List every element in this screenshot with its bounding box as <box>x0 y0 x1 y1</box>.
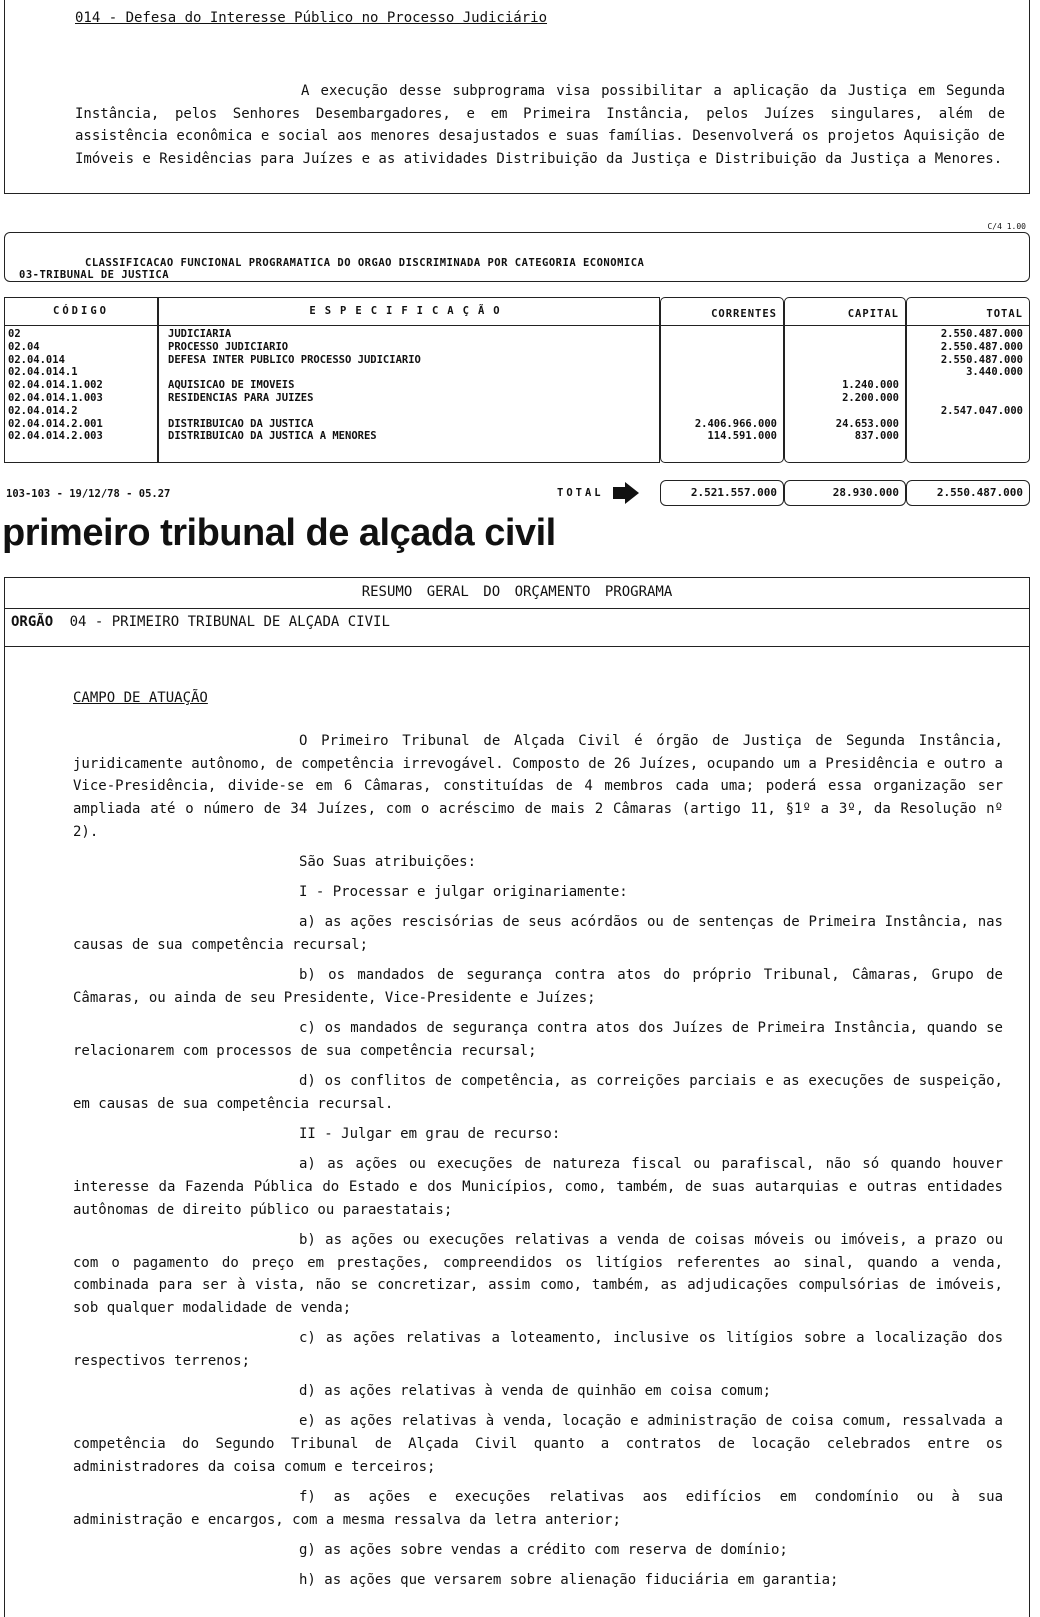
codigo-column <box>4 297 158 463</box>
table-cell-total: 2.547.047.000 <box>940 404 1023 417</box>
paragraph: c) os mandados de segurança contra atos dos Juízes de Primeira Instância, quando se relacionarem com processos de sua competência recursal; <box>73 1020 1003 1059</box>
table-cell-code: 02.04 <box>8 340 40 353</box>
table-cell-spec: AQUISICAO DE IMOVEIS <box>168 379 295 392</box>
subprogram-paragraph: A execução desse subprograma visa possibilitar a aplicação da Justiça em Segunda Instância, pelos Senhores Desembargadores, e em Primeira Instância, pelos Juízes singulares, além de assistência econômica e social aos menores desajustados e suas famílias. Desenvolverá os projetos Aquisição de Imóveis e Residências para Juízes e as atividades Distribuição da Justiça e Distribuição da Justiça a Menores. <box>75 83 1005 167</box>
table-cell-code: 02.04.014.1.002 <box>8 379 103 392</box>
resumo-title: RESUMO GERAL DO ORÇAMENTO PROGRAMA <box>361 584 673 600</box>
campo-body <box>73 730 1003 1599</box>
correntes-header: CORRENTES <box>661 298 783 326</box>
orgao-line <box>11 614 390 630</box>
classification-box <box>4 232 1030 282</box>
campo-title: CAMPO DE ATUAÇÃO <box>73 690 208 706</box>
table-cell-spec: DISTRIBUICAO DA JUSTICA <box>168 417 314 430</box>
total-capital: 28.930.000 <box>784 480 906 506</box>
table-cell-code: 02.04.014.1.003 <box>8 392 103 404</box>
table-cell-code: 02.04.014.2.001 <box>8 417 103 430</box>
table-cell-total: 2.550.487.000 <box>940 353 1023 366</box>
orgao-value: 04 - PRIMEIRO TRIBUNAL DE ALÇADA CIVIL <box>69 614 390 630</box>
arrow-right-icon <box>613 482 639 504</box>
paragraph: a) as ações ou execuções de natureza fiscal ou parafiscal, não só quando houver interesse da Fazenda Pública do Estado e dos Municípios, como, também, de suas autarquias e outras entidades autônomas de direito público ou paraestatais; <box>73 1156 1003 1218</box>
table-cell-capital: 2.200.000 <box>842 392 899 404</box>
paragraph: II - Julgar em grau de recurso: <box>299 1126 561 1143</box>
paragraph: f) as ações e execuções relativas aos edifícios em condomínio ou à sua administração e encargos, com a mesma ressalva da letra anterior; <box>73 1488 1003 1528</box>
table-cell-total: 2.550.487.000 <box>940 340 1023 353</box>
total-correntes: 2.521.557.000 <box>660 480 784 506</box>
paragraph: e) as ações relativas à venda, locação e administração de coisa comum, ressalvada a competência do Segundo Tribunal de Alçada Civil quanto a contratos de locação celebrados entre os administradores da coisa comum e terceiros; <box>73 1413 1003 1475</box>
paragraph: d) os conflitos de competência, as correições parciais e as execuções de suspeição, em causas de sua competência recursal. <box>73 1073 1003 1112</box>
total-label: TOTAL <box>557 487 604 499</box>
paragraph: g) as ações sobre vendas a crédito com reserva de domínio; <box>299 1541 788 1558</box>
especificacao-column <box>158 297 660 463</box>
total-header: TOTAL <box>907 298 1029 326</box>
paragraph: a) as ações rescisórias de seus acórdãos ou de sentenças de Primeira Instância, nas causas de sua competência recursal; <box>73 914 1003 954</box>
table-cell-code: 02.04.014.2 <box>8 404 78 417</box>
paragraph: d) as ações relativas à venda de quinhão em coisa comum; <box>299 1383 772 1400</box>
subprogram-box <box>4 0 1030 194</box>
total-column <box>906 297 1030 463</box>
table-cell-code: 02.04.014.1 <box>8 366 78 379</box>
table-cell-spec: PROCESSO JUDICIARIO <box>168 340 289 353</box>
paragraph: c) as ações relativas a loteamento, inclusive os litígios sobre a localização dos respectivos terrenos; <box>73 1330 1003 1369</box>
orgao-label: ORGÃO <box>11 614 54 630</box>
table-cell-code: 02.04.014 <box>8 353 65 366</box>
subprogram-title: 014 - Defesa do Interesse Público no Processo Judiciário <box>75 10 548 26</box>
table-cell-code: 02.04.014.2.003 <box>8 430 103 443</box>
table-cell-correntes: 2.406.966.000 <box>694 417 777 430</box>
print-stamp: 103-103 - 19/12/78 - 05.27 <box>6 488 171 500</box>
divider <box>5 646 1029 647</box>
corner-mark: C/4 1.00 <box>987 222 1026 231</box>
table-cell-total: 3.440.000 <box>966 366 1023 379</box>
divider <box>5 608 1029 609</box>
table-cell-capital: 1.240.000 <box>842 379 899 392</box>
total-total: 2.550.487.000 <box>906 480 1030 506</box>
classification-title: CLASSIFICACAO FUNCIONAL PROGRAMATICA DO ORGAO DISCRIMINADA POR CATEGORIA ECONOMICA <box>85 257 645 269</box>
subprogram-description <box>75 80 1005 170</box>
table-cell-spec: RESIDENCIAS PARA JUIZES <box>168 392 314 404</box>
especificacao-header: ESPECIFICAÇÃO <box>159 298 659 326</box>
capital-column <box>784 297 906 463</box>
table-cell-capital: 24.653.000 <box>835 417 899 430</box>
paragraph: I - Processar e julgar originariamente: <box>299 884 628 901</box>
table-cell-spec: DEFESA INTER PUBLICO PROCESSO JUDICIARIO <box>168 353 421 366</box>
paragraph: b) os mandados de segurança contra atos do próprio Tribunal, Câmaras, Grupo de Câmaras, ou ainda de seu Presidente, Vice-Presidente e Juízes; <box>73 967 1003 1007</box>
classification-org: 03-TRIBUNAL DE JUSTICA <box>19 269 170 281</box>
paragraph: São Suas atribuições: <box>299 854 477 871</box>
table-cell-spec: JUDICIARIA <box>168 328 232 340</box>
section-heading: primeiro tribunal de alçada civil <box>2 512 556 554</box>
table-cell-total: 2.550.487.000 <box>940 328 1023 340</box>
table-cell-code: 02 <box>8 328 21 340</box>
paragraph: b) as ações ou execuções relativas a venda de coisas móveis ou imóveis, a prazo ou com o pagamento do preço em prestações, compreendidos os litígios referentes ao sinal, quando a venda, combinada para ser à vista, não se concretizar, assim como, também, as adjudicações compulsórias de imóveis, sob qualquer modalidade de venda; <box>73 1231 1003 1316</box>
capital-header: CAPITAL <box>785 298 905 326</box>
codigo-header: CÓDIGO <box>5 298 157 326</box>
resumo-box <box>4 577 1030 1617</box>
table-cell-capital: 837.000 <box>854 430 899 443</box>
paragraph: O Primeiro Tribunal de Alçada Civil é órgão de Justiça de Segunda Instância, juridicamente autônomo, de competência irrevogável. Composto de 26 Juízes, ocupando um a Presidência e outro a Vice-Presidência, divide-se em 6 Câmaras, constituídas de 4 membros cada uma; poderá essa organização ser ampliada até o número de 34 Juízes, com o acréscimo de mais 2 Câmaras (artigo 11, §1º a 3º, da Resolução nº 2). <box>73 733 1003 840</box>
table-cell-correntes: 114.591.000 <box>707 430 777 443</box>
correntes-column <box>660 297 784 463</box>
paragraph: h) as ações que versarem sobre alienação fiduciária em garantia; <box>299 1572 839 1588</box>
table-cell-spec: DISTRIBUICAO DA JUSTICA A MENORES <box>168 430 377 443</box>
